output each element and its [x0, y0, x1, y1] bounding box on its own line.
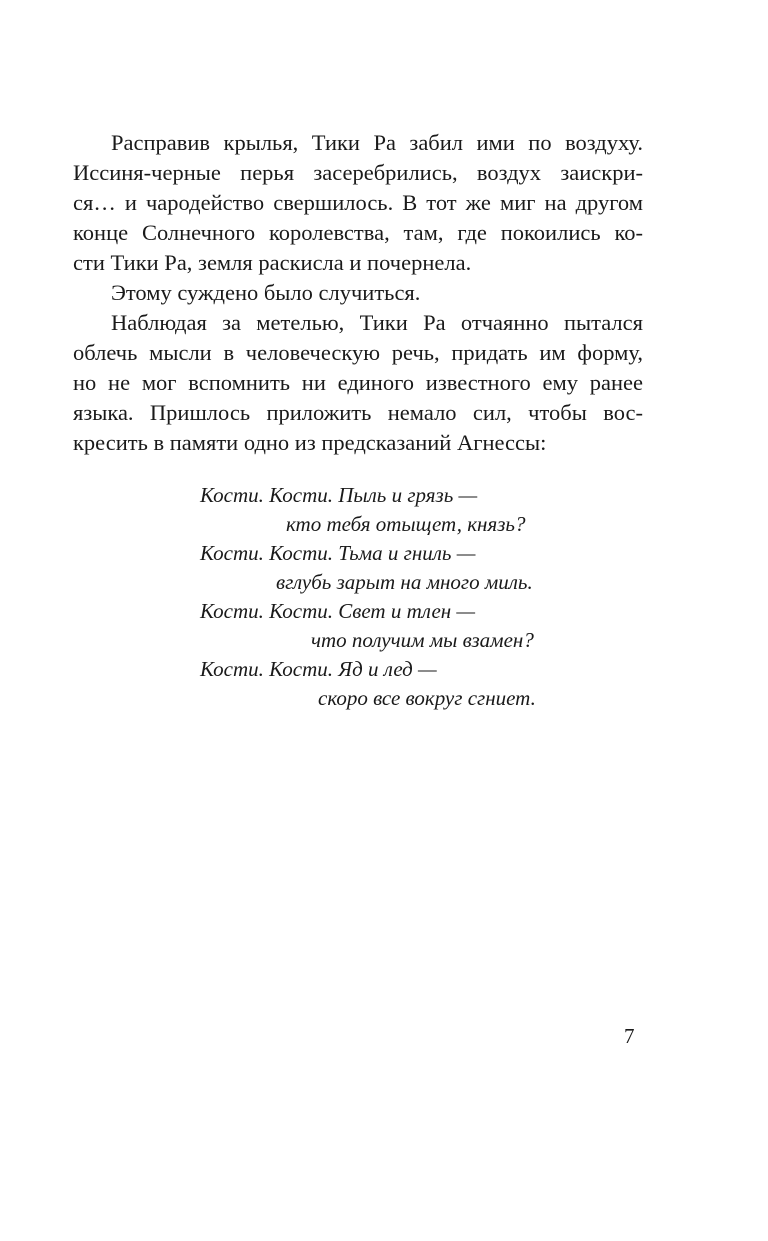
poem-line: Кости. Кости. Свет и тлен —: [200, 599, 476, 623]
poem-line: вглубь зарыт на много миль.: [276, 570, 533, 594]
paragraph-line: Иссиня-черные перья засеребрились, воздух заискри-: [73, 160, 643, 185]
poem-line: скоро все вокруг сгниет.: [318, 686, 536, 710]
poem-line: Кости. Кости. Тьма и гниль —: [200, 541, 476, 565]
poem-line: что получим мы взамен?: [311, 628, 534, 652]
paragraph-line: языка. Пришлось приложить немало сил, чтобы вос-: [73, 400, 643, 425]
paragraph-line: конце Солнечного королевства, там, где покоились ко-: [73, 220, 643, 245]
page-number: 7: [624, 1024, 635, 1048]
poem-line: кто тебя отыщет, князь?: [286, 512, 526, 536]
paragraph-line: ся… и чародейство свершилось. В тот же миг на другом: [73, 190, 643, 215]
poem-line: Кости. Кости. Пыль и грязь —: [200, 483, 478, 507]
paragraph-line: Наблюдая за метелью, Тики Ра отчаянно пытался: [111, 310, 643, 335]
paragraph-line: но не мог вспомнить ни единого известного ему ранее: [73, 370, 643, 395]
paragraph-line: Этому суждено было случиться.: [111, 280, 421, 305]
paragraph-line: кресить в памяти одно из предсказаний Агнессы:: [73, 430, 547, 455]
poem-verse: [200, 481, 560, 713]
poem-line: Кости. Кости. Яд и лед —: [200, 657, 437, 681]
paragraph-line: Расправив крылья, Тики Ра забил ими по воздуху.: [111, 130, 643, 155]
paragraph-line: облечь мысли в человеческую речь, придать им форму,: [73, 340, 643, 365]
paragraph-line: сти Тики Ра, земля раскисла и почернела.: [73, 250, 472, 275]
prose-text: [73, 128, 643, 458]
